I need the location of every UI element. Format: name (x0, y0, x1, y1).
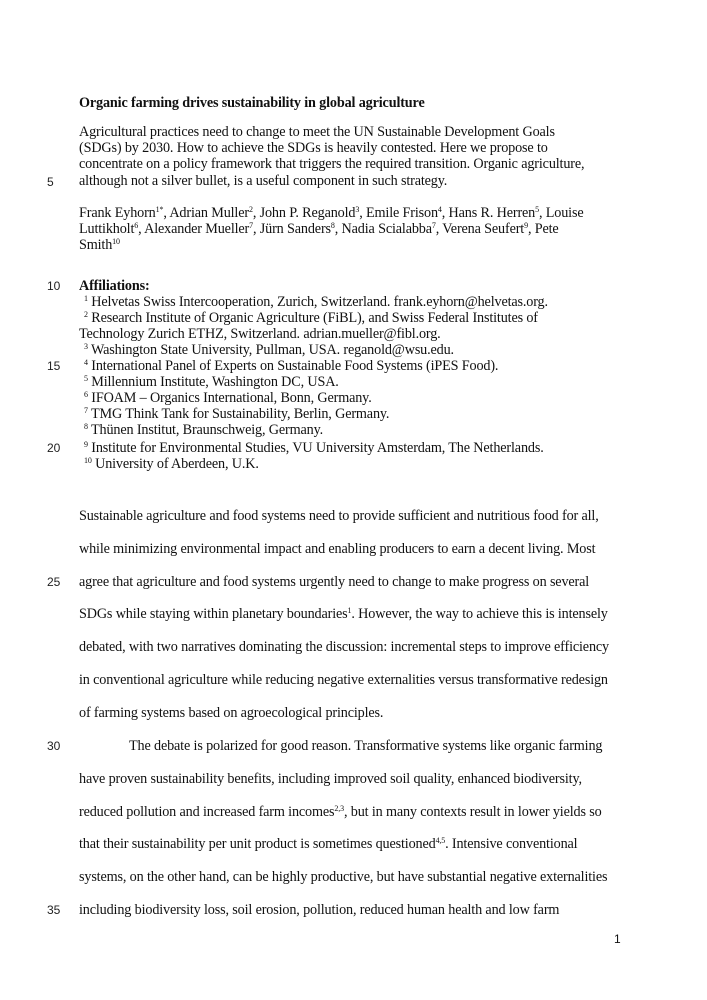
citation-sup: 2,3 (334, 804, 344, 813)
affiliation-item: $^5$ Millennium Institute, Washington DC, USA. (84, 374, 339, 390)
author-line (79, 205, 583, 221)
body-line: including biodiversity loss, soil erosion, pollution, reduced human health and low farm (79, 902, 560, 918)
body-line: debated, with two narratives dominating the discussion: incremental steps to improve efficiency (79, 639, 609, 655)
author-affiliation-sup: 8 (330, 221, 335, 230)
body-line: reduced pollution and increased farm incomes$^{2,3}$, but in many contexts result in lower yields so (79, 804, 602, 820)
affiliation-item: $^4$ International Panel of Experts on Sustainable Food Systems (iPES Food). (84, 358, 499, 374)
line-number: 10 (47, 279, 61, 293)
body-line: of farming systems based on agroecological principles. (79, 705, 384, 721)
affiliation-item: $^6$ IFOAM – Organics International, Bonn, Germany. (84, 390, 372, 406)
author: , Pete (527, 221, 559, 237)
body-line: SDGs while staying within planetary boundaries$^1$. However, the way to achieve this is intensely (79, 606, 608, 622)
abstract-line: although not a silver bullet, is a useful component in such strategy. (79, 173, 448, 189)
body-line: Sustainable agriculture and food systems need to provide sufficient and nutritious food for all, (79, 508, 599, 524)
author-affiliation-sup: 6 (134, 221, 139, 230)
line-number: 20 (47, 441, 61, 455)
affiliation-item: $^8$ Thünen Institut, Braunschweig, Germany. (84, 422, 323, 438)
author: Frank Eyhorn (79, 205, 156, 221)
page-number: 1 (614, 932, 621, 946)
affiliation-item: $^1$ Helvetas Swiss Intercooperation, Zurich, Switzerland. frank.eyhorn@helvetas.org. (84, 294, 548, 310)
body-line: while minimizing environmental impact and enabling producers to earn a decent living. Most (79, 541, 596, 557)
author-line (79, 221, 559, 237)
line-number: 5 (47, 175, 54, 189)
author: , Jürn Sanders (253, 221, 331, 237)
line-number: 30 (47, 739, 61, 753)
author: , Emile Frison (359, 205, 438, 221)
body-line: agree that agriculture and food systems urgently need to change to make progress on several (79, 574, 590, 590)
author: , Nadia Scialabba (334, 221, 432, 237)
line-number: 25 (47, 575, 61, 589)
author-line (79, 237, 120, 253)
author-affiliation-sup: 3 (355, 205, 360, 214)
affiliation-item: $^{10}$ University of Aberdeen, U.K. (84, 456, 259, 472)
citation-sup: 4,5 (435, 836, 446, 845)
author: Luttikholt (79, 221, 135, 237)
author: , Louise (538, 205, 584, 221)
abstract-line: Agricultural practices need to change to meet the UN Sustainable Development Goals (79, 124, 555, 140)
author-affiliation-sup: 7 (249, 221, 253, 230)
line-number: 35 (47, 903, 61, 917)
author: , Verena Seufert (435, 221, 525, 237)
author-affiliation-sup: 2 (248, 205, 253, 214)
abstract-line: (SDGs) by 2030. How to achieve the SDGs is heavily contested. Here we propose to (79, 140, 548, 156)
author-affiliation-sup: 1* (155, 205, 164, 214)
paper-title: Organic farming drives sustainability in global agriculture (79, 95, 425, 111)
author: , John P. Reganold (252, 205, 356, 221)
body-line: systems, on the other hand, can be highly productive, but have substantial negative externalities (79, 869, 608, 885)
author-affiliation-sup: 10 (112, 237, 120, 246)
author: , Adrian Muller (163, 205, 249, 221)
abstract-line: concentrate on a policy framework that triggers the required transition. Organic agriculture, (79, 156, 585, 172)
author-affiliation-sup: 7 (431, 221, 436, 230)
author: , Hans R. Herren (441, 205, 536, 221)
line-number: 15 (47, 359, 61, 373)
body-line: in conventional agriculture while reducing negative externalities versus transformative redesign (79, 672, 608, 688)
affiliation-item: Technology Zurich ETHZ, Switzerland. adrian.mueller@fibl.org. (79, 326, 441, 342)
author-affiliation-sup: 4 (437, 205, 442, 214)
author-affiliation-sup: 9 (524, 221, 528, 230)
affiliation-item: $^7$ TMG Think Tank for Sustainability, Berlin, Germany. (84, 406, 390, 422)
citation-sup: 1 (347, 606, 352, 615)
affiliations-heading: Affiliations: (79, 278, 150, 294)
author-affiliation-sup: 5 (535, 205, 539, 214)
body-line: that their sustainability per unit product is sometimes questioned$^{4,5}$. Intensive conventional (79, 836, 578, 852)
affiliation-item: $^9$ Institute for Environmental Studies, VU University Amsterdam, The Netherlands. (84, 440, 544, 456)
body-line: have proven sustainability benefits, including improved soil quality, enhanced biodiversity, (79, 771, 582, 787)
affiliation-item: $^3$ Washington State University, Pullman, USA. reganold@wsu.edu. (84, 342, 454, 358)
body-line: The debate is polarized for good reason. Transformative systems like organic farming (129, 738, 603, 754)
author: Smith (79, 237, 113, 253)
affiliation-item: $^2$ Research Institute of Organic Agriculture (FiBL), and Swiss Federal Institutes of (84, 310, 538, 326)
author: , Alexander Mueller (138, 221, 250, 237)
